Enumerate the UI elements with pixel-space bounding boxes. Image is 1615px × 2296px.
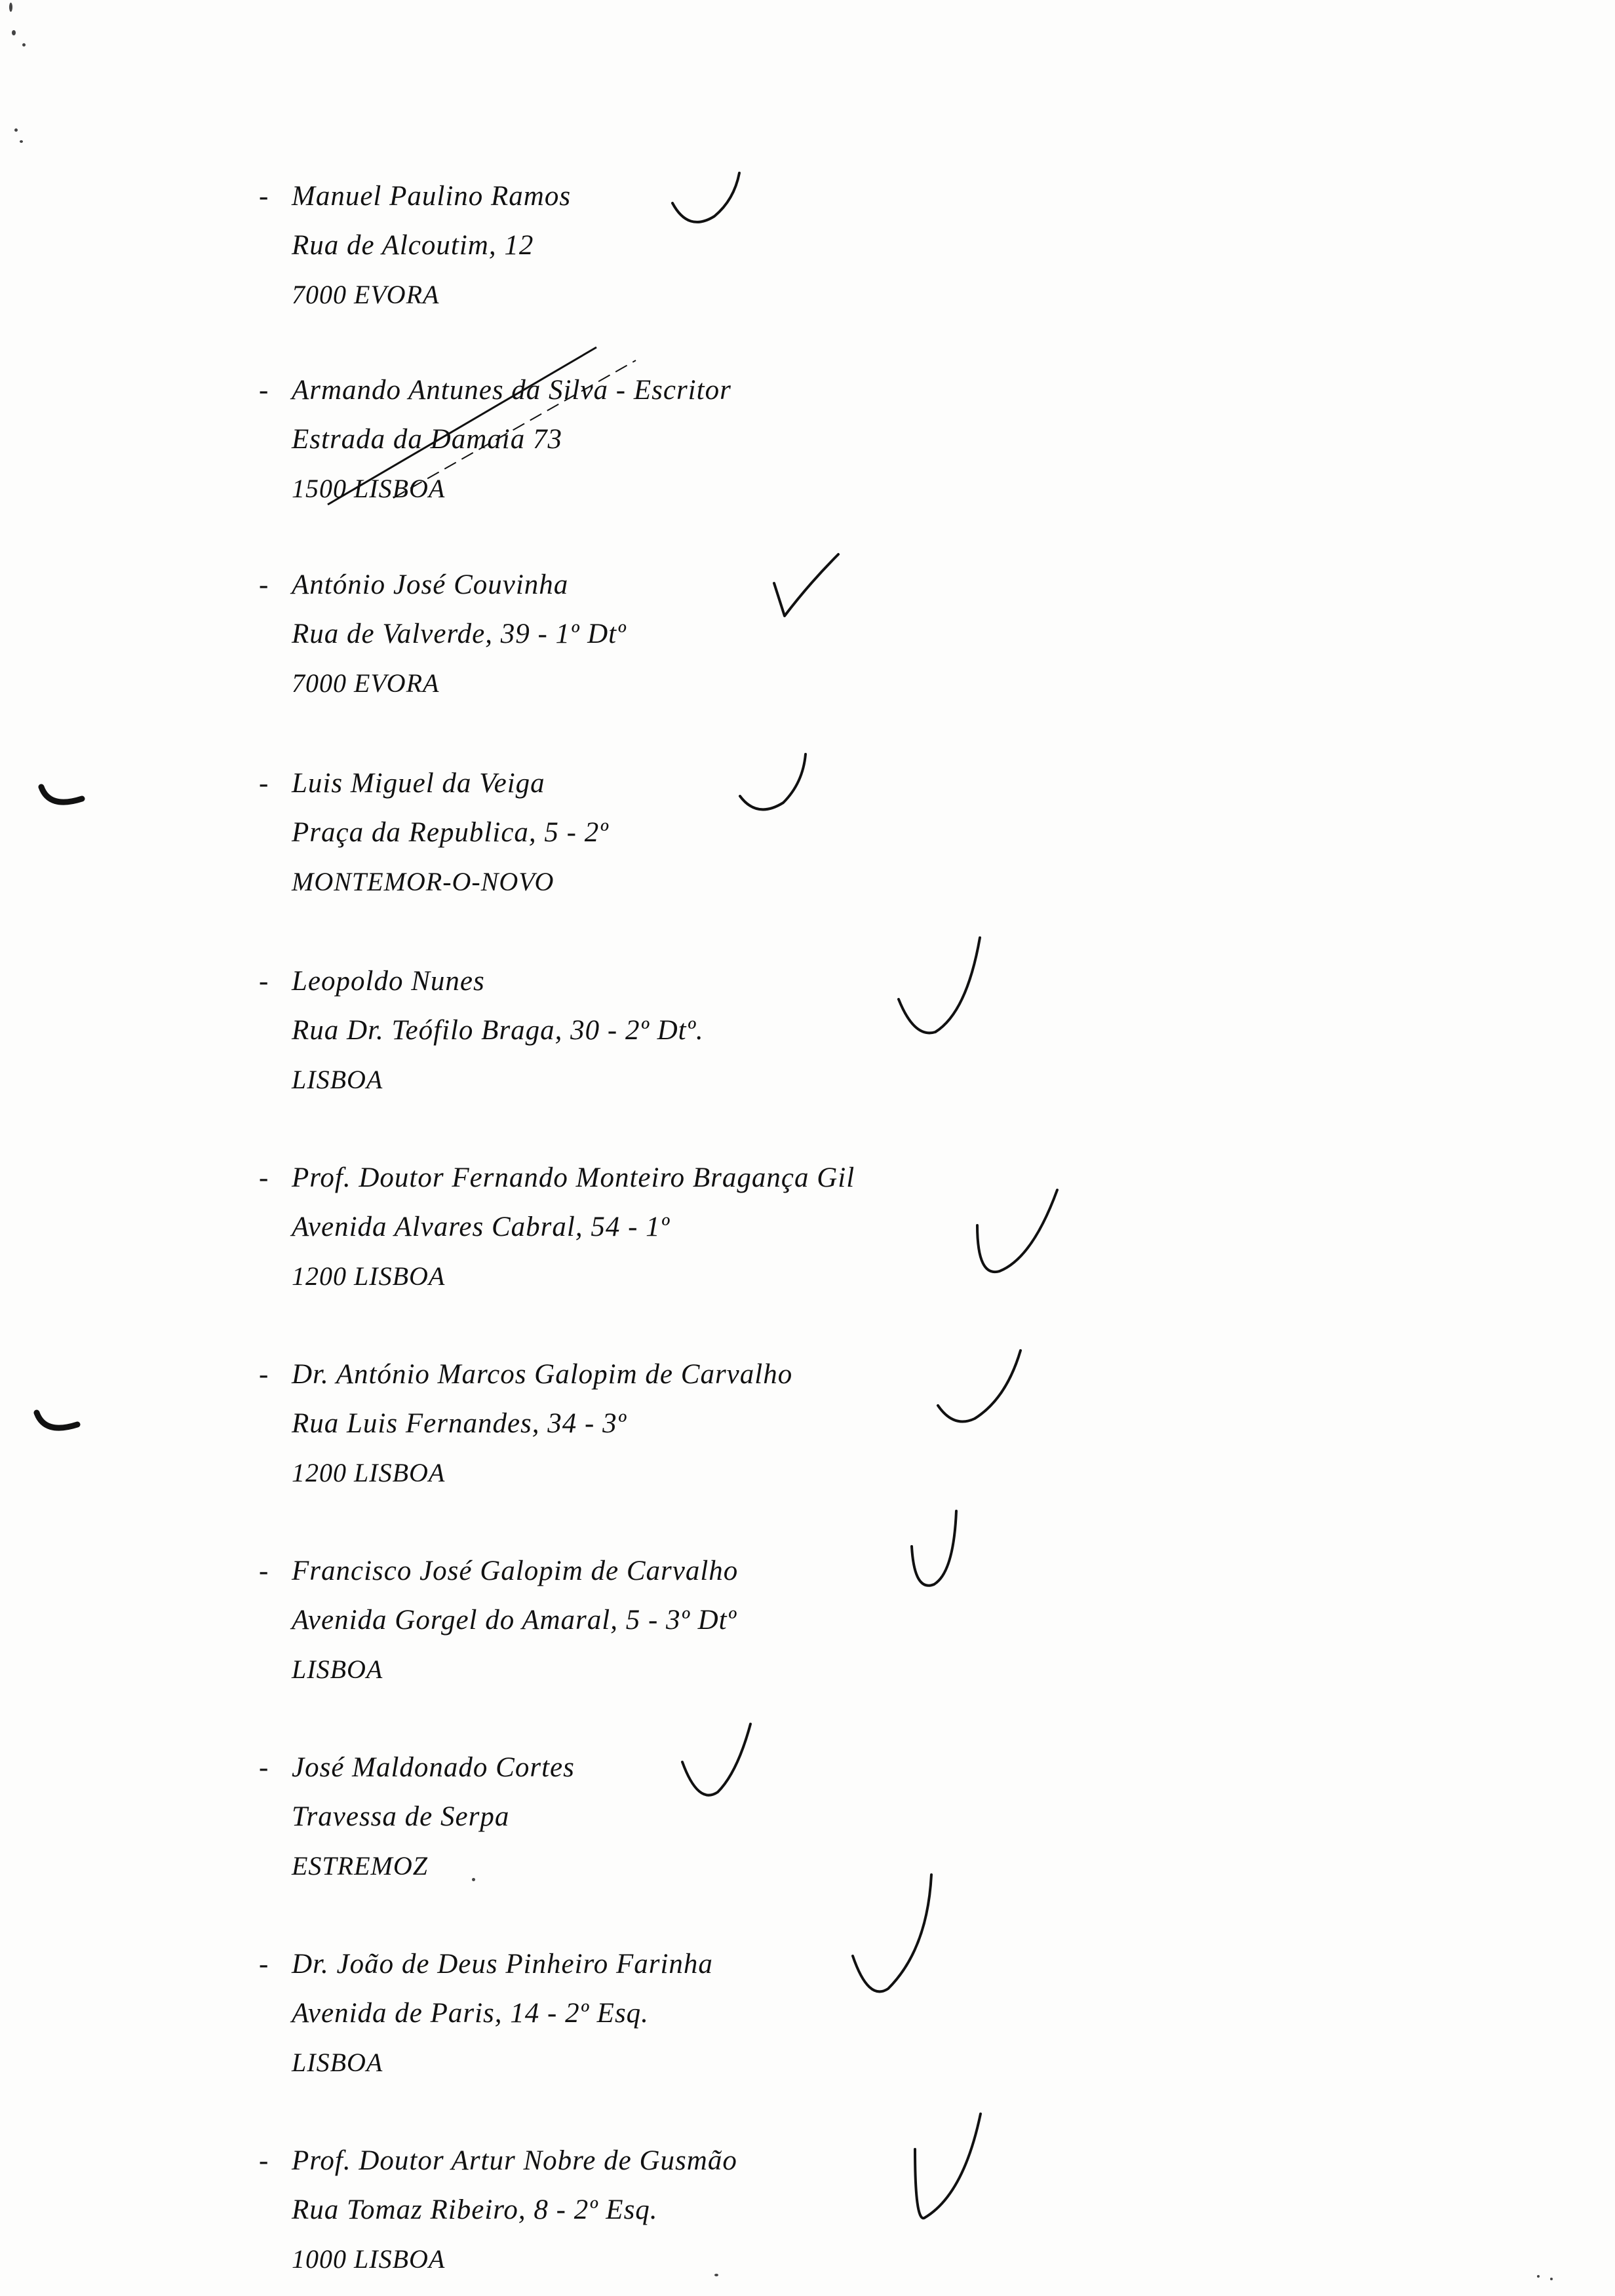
entry-address: Praça da Republica, 5 - 2º — [292, 817, 609, 848]
entry-city: MONTEMOR-O-NOVO — [292, 867, 555, 896]
entry-name: - Dr. António Marcos Galopim de Carvalho — [259, 1359, 793, 1390]
entry-name: - Dr. João de Deus Pinheiro Farinha — [259, 1949, 713, 1980]
margin-speck — [472, 1878, 475, 1881]
entry-city: LISBOA — [292, 2048, 383, 2077]
margin-speck — [14, 128, 18, 132]
address-entry — [259, 759, 1144, 906]
margin-hand-mark — [36, 783, 88, 816]
entry-address: Rua Dr. Teófilo Braga, 30 - 2º Dtº. — [292, 1015, 704, 1046]
entry-city: 1000 LISBOA — [292, 2244, 446, 2274]
entry-city: LISBOA — [292, 1655, 383, 1684]
entry-name: - Leopoldo Nunes — [259, 966, 485, 997]
check-mark-icon — [895, 934, 986, 1052]
margin-hand-mark — [31, 1409, 84, 1442]
margin-speck — [12, 30, 16, 35]
entry-address: Rua de Alcoutim, 12 — [292, 230, 534, 261]
entry-address: Rua Tomaz Ribeiro, 8 - 2º Esq. — [292, 2194, 658, 2225]
check-mark-icon — [849, 1871, 941, 2002]
entry-city: 1200 LISBOA — [292, 1458, 446, 1487]
entry-address: Avenida Alvares Cabral, 54 - 1º — [292, 1212, 671, 1242]
entry-name: - Manuel Paulino Ramos — [259, 181, 572, 212]
address-entry — [259, 1546, 1144, 1694]
entry-city: 7000 EVORA — [292, 668, 440, 698]
entry-name: - António José Couvinha — [259, 569, 569, 600]
address-entry — [259, 2136, 1144, 2284]
check-mark-icon — [737, 750, 809, 822]
entry-city: LISBOA — [292, 1065, 383, 1094]
entry-address: Avenida Gorgel do Amaral, 5 - 3º Dtº — [292, 1605, 737, 1636]
entry-name: - Armando Antunes da Silva - Escritor — [259, 375, 731, 406]
address-entry — [259, 957, 1144, 1104]
address-entry — [259, 366, 1144, 513]
margin-speck — [1537, 2275, 1540, 2278]
margin-speck — [714, 2274, 718, 2276]
check-mark-icon — [678, 1720, 757, 1805]
entry-address: Rua de Valverde, 39 - 1º Dtº — [292, 619, 627, 649]
check-mark-icon — [669, 170, 747, 236]
entry-address: Rua Luis Fernandes, 34 - 3º — [292, 1408, 627, 1439]
entry-city: 7000 EVORA — [292, 280, 440, 309]
margin-speck — [9, 3, 12, 12]
entry-city: 1500 LISBOA — [292, 474, 446, 503]
margin-speck — [1550, 2278, 1553, 2280]
margin-speck — [20, 140, 23, 143]
entry-address: Estrada da Damaia 73 — [292, 424, 562, 455]
entry-name: - Francisco José Galopim de Carvalho — [259, 1556, 739, 1586]
check-mark-icon — [770, 550, 842, 622]
check-mark-icon — [973, 1186, 1062, 1284]
check-mark-icon — [908, 1507, 967, 1592]
entry-name: - José Maldonado Cortes — [259, 1752, 575, 1783]
entry-city: ESTREMOZ — [292, 1851, 428, 1881]
entry-address: Travessa de Serpa — [292, 1801, 510, 1832]
check-mark-icon — [911, 2110, 990, 2228]
entry-city: 1200 LISBOA — [292, 1261, 446, 1291]
margin-speck — [22, 43, 26, 47]
check-mark-icon — [934, 1347, 1026, 1432]
address-entry — [259, 1940, 1144, 2087]
entry-address: Avenida de Paris, 14 - 2º Esq. — [292, 1998, 649, 2029]
entry-name: - Luis Miguel da Veiga — [259, 768, 545, 799]
entry-name: - Prof. Doutor Artur Nobre de Gusmão — [259, 2145, 737, 2176]
address-entry — [259, 560, 1144, 708]
entry-name: - Prof. Doutor Fernando Monteiro Bragança Gil — [259, 1162, 855, 1193]
